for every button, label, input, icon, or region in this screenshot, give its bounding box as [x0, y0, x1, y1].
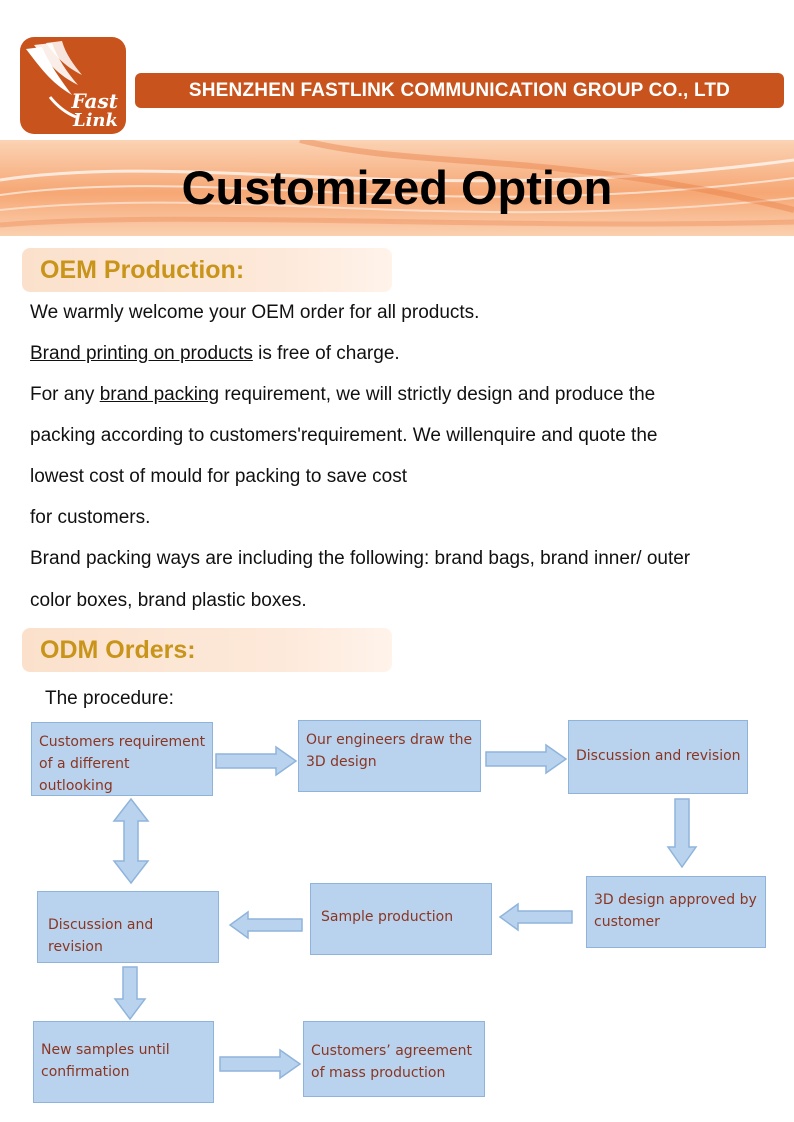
- oem-line-5: lowest cost of mould for packing to save cost: [30, 466, 408, 487]
- page-title: Customized Option: [181, 161, 613, 214]
- step-new-samples: [33, 1021, 214, 1103]
- step-text: confirmation: [41, 1064, 130, 1080]
- logo-text-link: Link: [72, 110, 118, 131]
- oem-line-7: Brand packing ways are including the following: brand bags, brand inner/ outer: [30, 548, 691, 569]
- step-text: Customers requirement: [39, 734, 206, 750]
- step-discussion-revision-2: [37, 891, 219, 963]
- step-text: 3D design: [306, 754, 377, 770]
- company-logo: [20, 37, 126, 134]
- odm-heading: ODM Orders:: [22, 628, 392, 672]
- step-text: Sample production: [321, 909, 454, 925]
- step-text: of a different outlooking: [39, 756, 130, 794]
- company-name-banner: SHENZHEN FASTLINK COMMUNICATION GROUP CO., LTD: [135, 73, 784, 108]
- logo-text-fast: Fast: [71, 89, 118, 113]
- step-text: of mass production: [311, 1065, 446, 1081]
- step-text: customer: [594, 914, 660, 930]
- arrow-left-icon: [498, 902, 574, 932]
- oem-line-2-rest: is free of charge.: [252, 343, 400, 364]
- step-text: Our engineers draw the: [306, 732, 473, 748]
- step-text: Discussion and revision: [576, 748, 741, 764]
- oem-line-3-rest: requirement, we will strictly design and produce the: [219, 384, 656, 405]
- arrow-right-icon: [484, 743, 568, 775]
- step-text: Discussion and revision: [48, 917, 154, 955]
- step-engineers-draw: [298, 720, 481, 792]
- arrow-down-icon: [113, 965, 147, 1021]
- brand-printing-link[interactable]: Brand printing on products: [30, 343, 253, 364]
- oem-heading: OEM Production:: [22, 248, 392, 292]
- procedure-label: The procedure:: [45, 688, 174, 709]
- step-customer-requirement: [31, 722, 213, 796]
- step-discussion-revision-1: [568, 720, 748, 794]
- step-text: Customers’ agreement: [311, 1043, 472, 1059]
- oem-line-4: packing according to customers'requirement. We willenquire and quote the: [30, 425, 658, 446]
- oem-line-1: We warmly welcome your OEM order for all products.: [30, 302, 480, 323]
- arrow-left-icon: [228, 910, 304, 940]
- oem-line-8: color boxes, brand plastic boxes.: [30, 590, 307, 611]
- arrow-right-icon: [214, 745, 298, 777]
- step-customer-agreement: [303, 1021, 485, 1097]
- arrow-down-icon: [666, 797, 698, 869]
- step-text: 3D design approved by: [594, 892, 757, 908]
- step-design-approved: [586, 876, 766, 948]
- arrow-updown-icon: [112, 797, 150, 885]
- step-sample-production: [310, 883, 492, 955]
- oem-line-3-pre: For any: [30, 384, 100, 405]
- oem-line-6: for customers.: [30, 507, 151, 528]
- oem-line-2: [30, 343, 400, 365]
- brand-packing-link[interactable]: brand packing: [99, 384, 220, 405]
- step-text: New samples until: [41, 1042, 170, 1058]
- arrow-right-icon: [218, 1048, 302, 1080]
- oem-line-3: [30, 384, 655, 406]
